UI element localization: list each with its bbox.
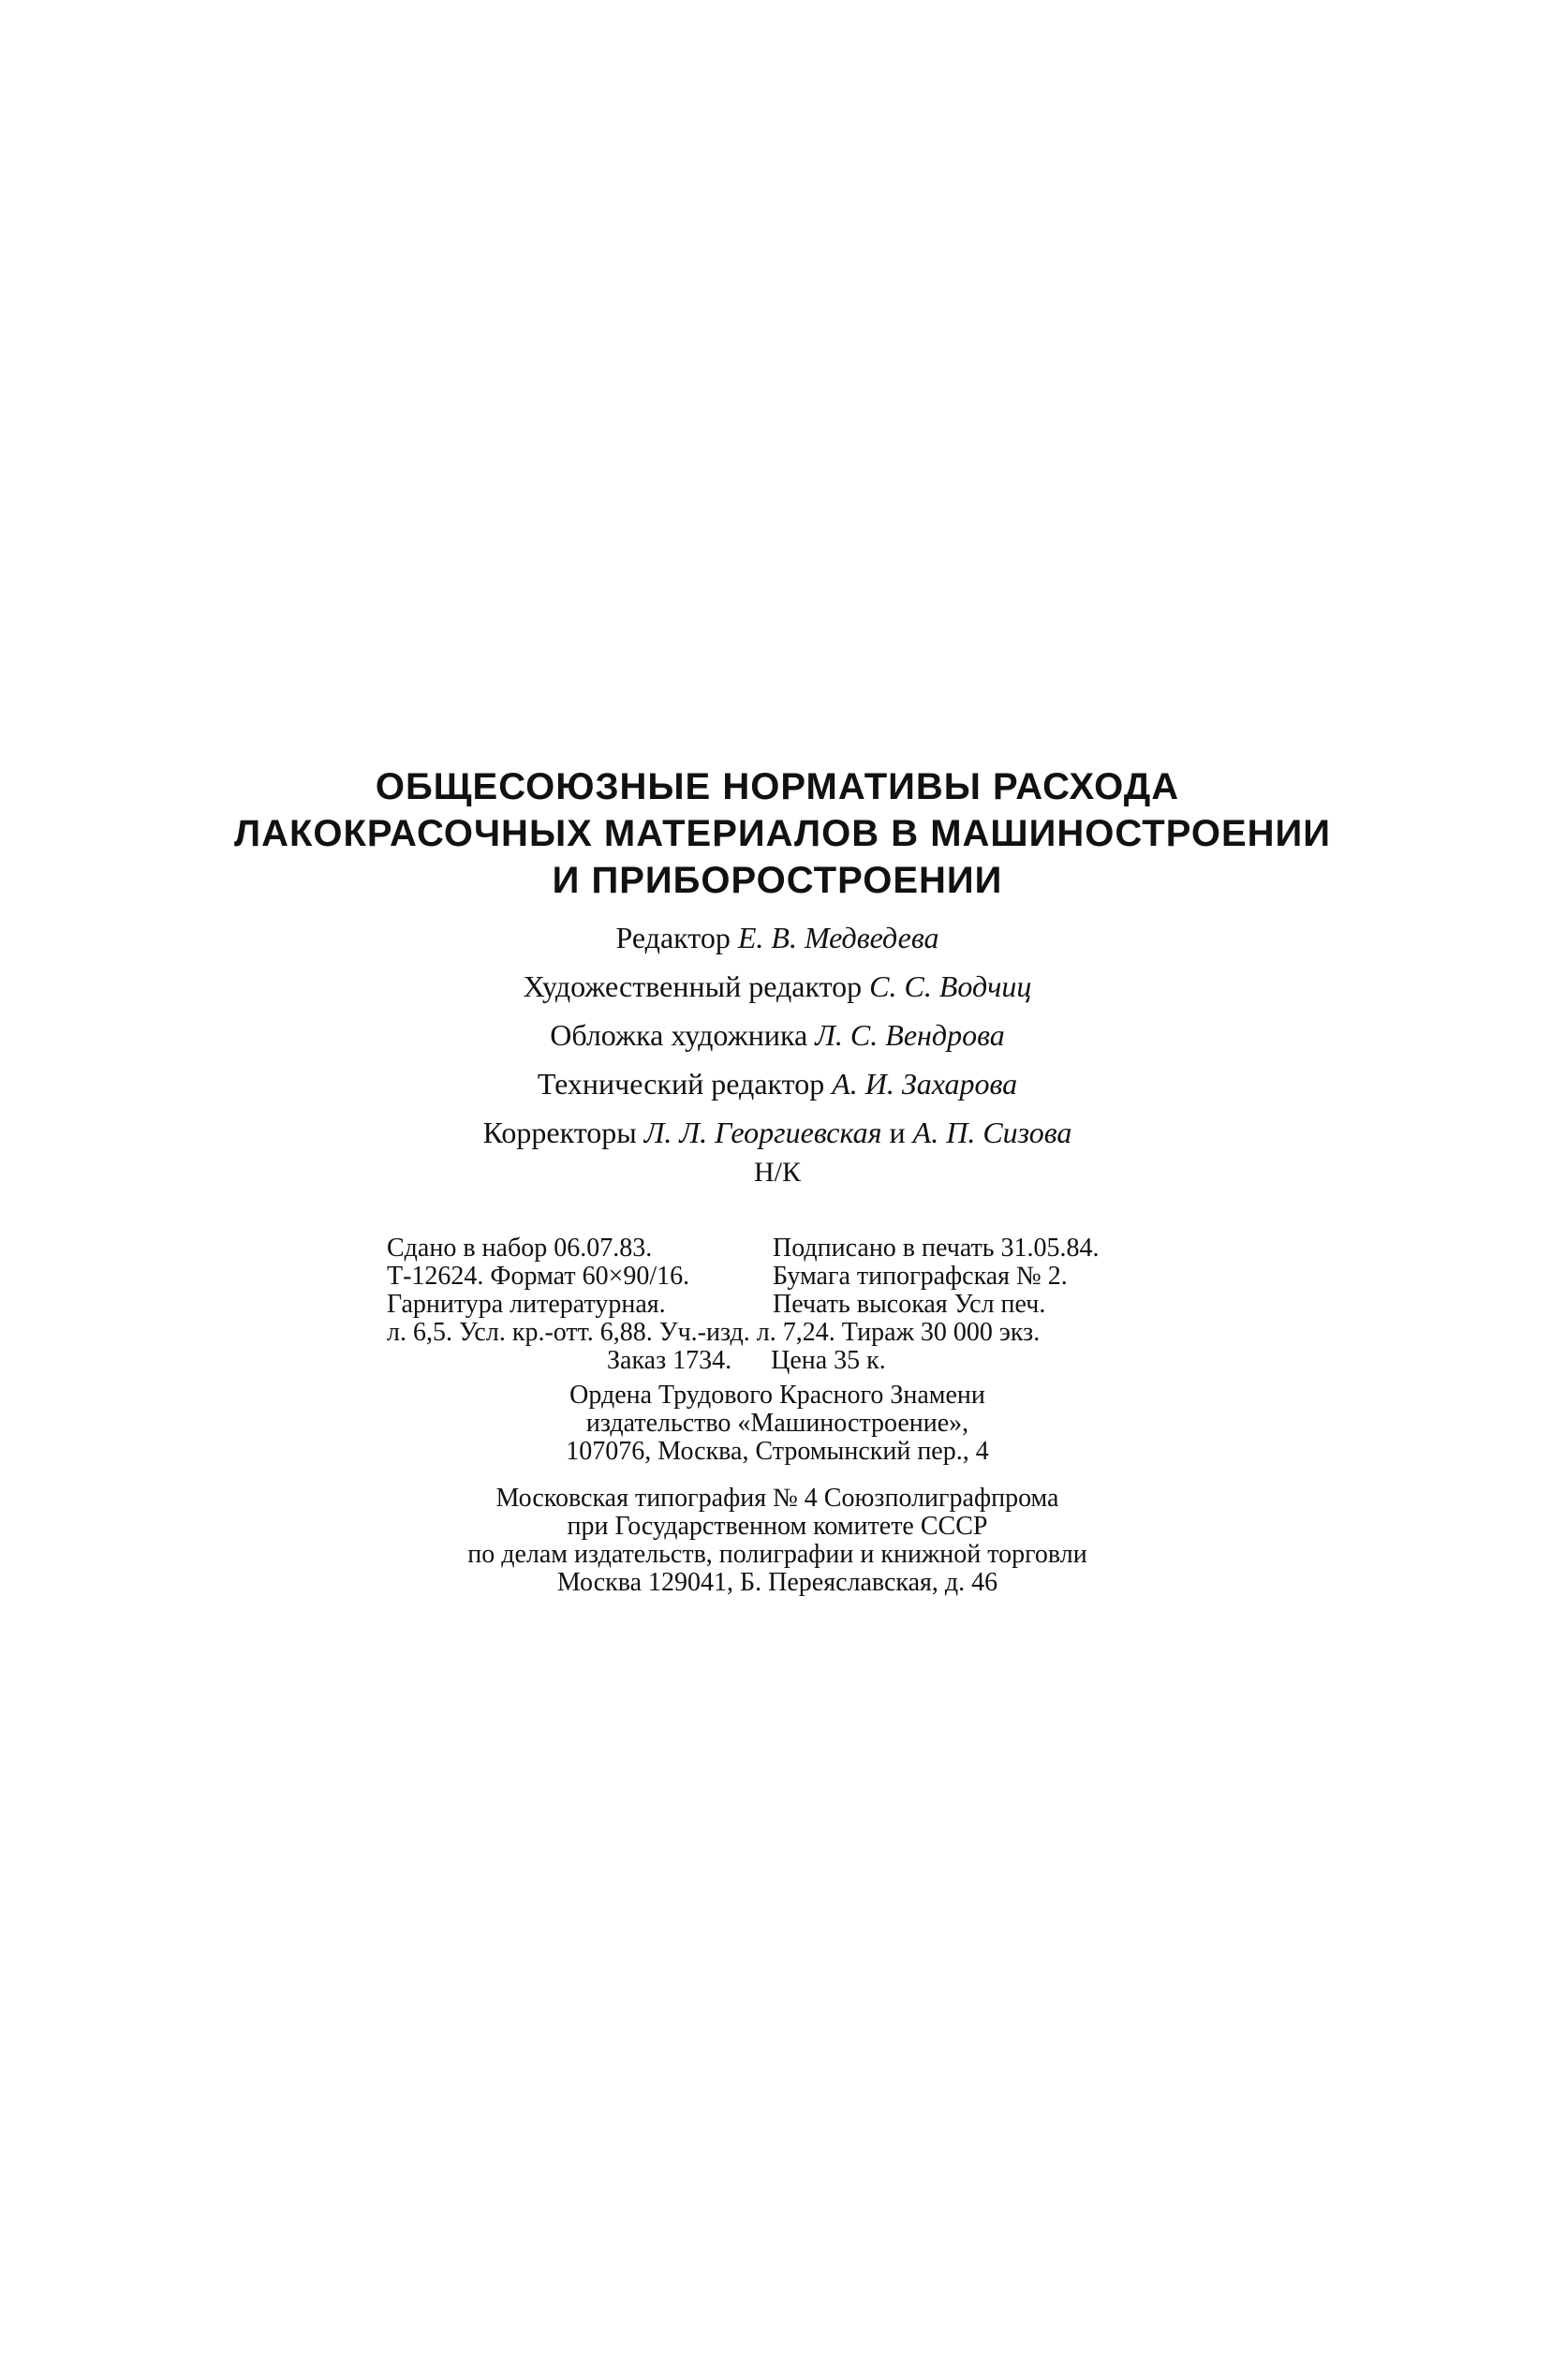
credit-name: А. И. Захарова xyxy=(832,1067,1018,1101)
price: Цена 35 к. xyxy=(771,1346,886,1375)
print-detail-left: Т-12624. Формат 60×90/16. xyxy=(387,1262,690,1291)
series-mark: Н/К xyxy=(753,1157,801,1188)
credit-cover-artist xyxy=(281,1011,1274,1059)
credit-name: Е. В. Медведева xyxy=(737,921,939,954)
print-details xyxy=(387,1234,1174,1375)
publisher-line: издательство «Машиностроение», xyxy=(585,1409,969,1438)
credit-role: Корректоры xyxy=(482,1116,637,1149)
publisher-block xyxy=(281,1382,1274,1466)
credit-proofreaders xyxy=(281,1108,1274,1157)
print-detail-right: Подписано в печать 31.05.84. xyxy=(773,1234,1100,1263)
publisher-line: 107076, Москва, Стромынский пер., 4 xyxy=(566,1437,989,1466)
title-line-2: ЛАКОКРАСОЧНЫХ МАТЕРИАЛОВ В МАШИНОСТРОЕНИИ xyxy=(234,813,1332,854)
print-detail-left: Сдано в набор 06.07.83. xyxy=(387,1234,653,1263)
print-details-row xyxy=(387,1319,1174,1347)
print-details-row xyxy=(387,1263,1174,1291)
print-details-row xyxy=(387,1234,1174,1263)
publisher-line: Ордена Трудового Красного Знамени xyxy=(569,1381,985,1410)
print-details-row xyxy=(387,1347,1174,1375)
book-title xyxy=(234,763,1332,904)
order-number: Заказ 1734. xyxy=(607,1346,732,1375)
credit-name-2: А. П. Сизова xyxy=(912,1116,1072,1149)
credit-role: Художественный редактор xyxy=(523,969,863,1003)
credit-name: С. С. Водчиц xyxy=(869,969,1032,1003)
printer-line: Московская типография № 4 Союзполиграфпрома xyxy=(495,1484,1059,1513)
print-detail-right: Печать высокая Усл печ. xyxy=(773,1290,1046,1319)
printer-line: при Государственном комитете СССР xyxy=(567,1512,988,1541)
title-line-3: И ПРИБОРОСТРОЕНИИ xyxy=(552,860,1003,901)
print-details-row xyxy=(387,1291,1174,1319)
printer-line: Москва 129041, Б. Переяславская, д. 46 xyxy=(556,1568,998,1597)
print-detail-right: Бумага типографская № 2. xyxy=(773,1262,1068,1291)
print-detail-full: л. 6,5. Усл. кр.-отт. 6,88. Уч.-изд. л. 7,24. Тираж 30 000 экз. xyxy=(387,1318,1041,1347)
credit-tech-editor xyxy=(281,1059,1274,1108)
credit-role: Технический редактор xyxy=(537,1067,825,1101)
credit-conjunction: и xyxy=(889,1116,906,1149)
credit-role: Обложка художника xyxy=(550,1018,808,1052)
print-detail-left: Гарнитура литературная. xyxy=(387,1290,666,1319)
printer-block xyxy=(281,1485,1274,1597)
credit-editor xyxy=(281,913,1274,962)
credit-name: Л. С. Вендрова xyxy=(815,1018,1005,1052)
credit-name: Л. Л. Георгиевская xyxy=(643,1116,882,1149)
title-line-1: ОБЩЕСОЮЗНЫЕ НОРМАТИВЫ РАСХОДА xyxy=(375,766,1180,807)
credit-role: Редактор xyxy=(615,921,731,954)
credit-art-editor xyxy=(281,962,1274,1011)
printer-line: по делам издательств, полиграфии и книжной торговли xyxy=(467,1540,1087,1569)
credits-block xyxy=(281,913,1274,1157)
